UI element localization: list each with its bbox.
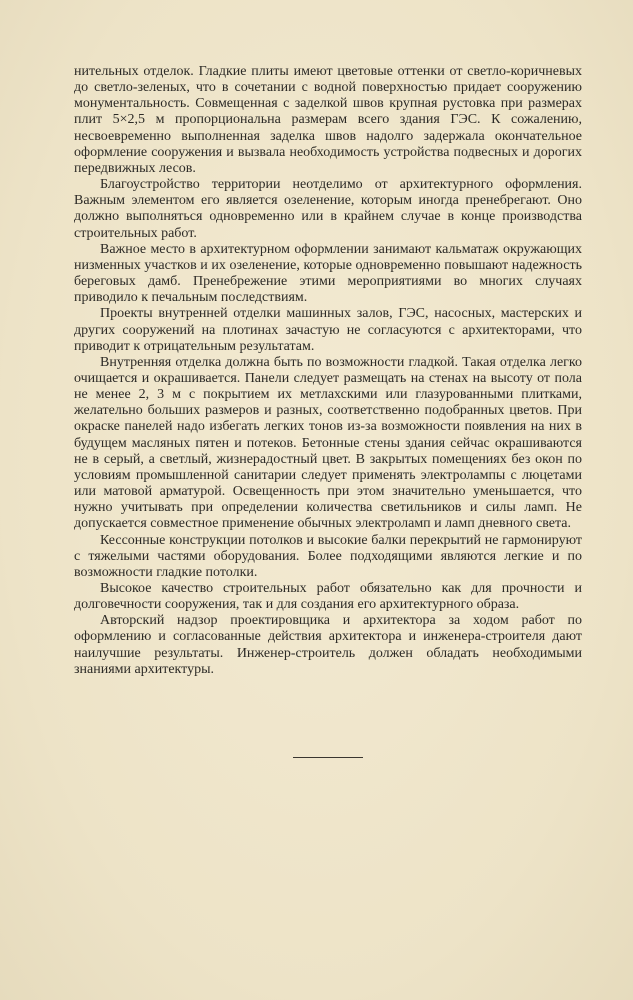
paragraph-4: Проекты внутренней отделки машинных залов, ГЭС, насосных, мастерских и других сооружений на плотинах зачастую не согласуются с архитекторами, что приводит к отрицательным результатам. <box>74 306 582 354</box>
paragraph-2: Благоустройство территории неотделимо от архитектурного оформления. Важным элементом его является озеленение, которым иногда пренебрегают. Оно должно выполняться одновременно или в крайнем случае в конце производства строительных работ. <box>74 177 582 241</box>
paragraph-3: Важное место в архитектурном оформлении занимают кальматаж окружающих низменных участков и их озеленение, которые одновременно повышают надежность береговых дамб. Пренебрежение этими мероприятиями во многих случаях приводило к печальным последствиям. <box>74 241 582 306</box>
paragraph-8: Авторский надзор проектировщика и архитектора за ходом работ по оформлению и согласованные действия архитектора и инженера-строителя дают наилучшие результаты. Инженер-строитель должен обладать необходимыми знаниями архитектуры. <box>74 613 582 677</box>
end-divider-rule <box>293 757 363 758</box>
paragraph-7: Высокое качество строительных работ обязательно как для прочности и долговечности сооружения, так и для создания его архитектурного образа. <box>74 581 582 613</box>
paragraph-5: Внутренняя отделка должна быть по возможности гладкой. Такая отделка легко очищается и окрашивается. Панели следует размещать на стенах на высоту от пола не менее 2, 3 м с покрытием их метлахскими или глазурованными плитками, желательно больших размеров и разных, соответственно подобранных цветов. При окраске панелей надо избегать легких тонов из-за возможности появления на них в будущем масляных пятен и потеков. Бетонные стены здания сейчас окрашиваются не в серый, а светлый, жизнерадостный цвет. В закрытых помещениях без окон по условиям промышленной санитарии следует применять электролампы с люцетами или матовой арматурой. Освещенность при этом значительно уменьшается, что нужно учитывать при определении количества светильников и силы ламп. Не допускается совместное применение обычных электроламп и ламп дневного света. <box>74 354 582 532</box>
paragraph-6: Кессонные конструкции потолков и высокие балки перекрытий не гармонируют с тяжелыми частями оборудования. Более подходящими являются легкие и по возможности гладкие потолки. <box>74 532 582 580</box>
body-text <box>74 64 582 678</box>
paragraph-1: нительных отделок. Гладкие плиты имеют цветовые оттенки от светло-коричневых до светло-зеленых, что в сочетании с водной поверхностью придает сооружению монументальность. Совмещенная с заделкой швов крупная рустовка при размерах плит 5×2,5 м пропорциональна размерам всего здания ГЭС. К сожалению, несвоевременно выполненная заделка швов надолго задержала окончательное оформление сооружения и вызвала необходимость устройства подвесных и дорогих передвижных лесов. <box>74 64 582 176</box>
